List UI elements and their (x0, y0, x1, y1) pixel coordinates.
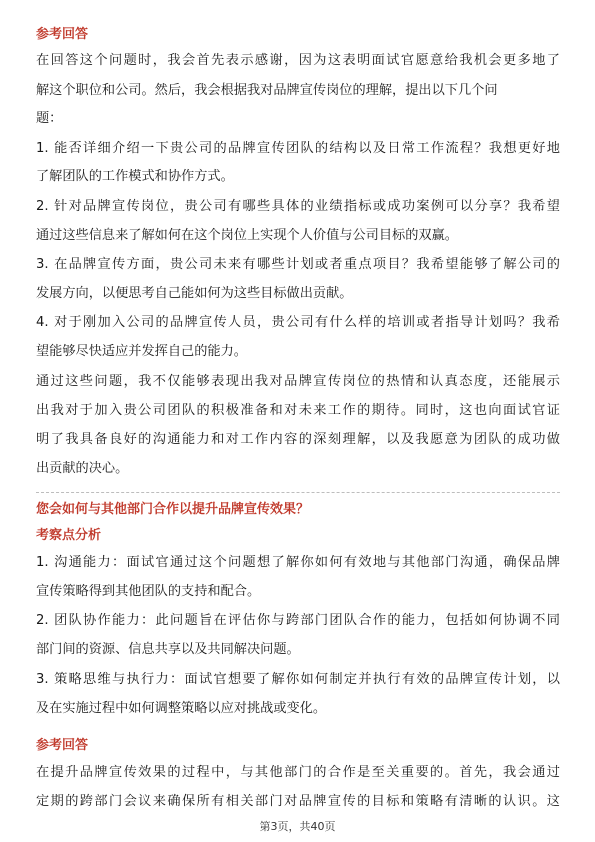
answer-line: 在提升品牌宣传效果的过程中，与其他部门的合作是至关重要的。首先，我会通过 (36, 765, 560, 780)
answer-line: 出我对于加入贵公司团队的积极准备和对未来工作的期待。同时，这也向面试官证 (36, 403, 560, 418)
reference-answer-heading: 参考回答 (36, 27, 89, 42)
answer-line: 明了我具备良好的沟通能力和对工作内容的深刻理解，以及我愿意为团队的成功做 (36, 432, 560, 447)
answer-line: 了解团队的工作模式和协作方式。 (36, 169, 234, 184)
analysis-line: 宣传策略得到其他团队的支持和配合。 (36, 584, 261, 599)
analysis-line: 部门间的资源、信息共享以及共同解决问题。 (36, 642, 300, 657)
reference-answer-heading: 参考回答 (36, 738, 89, 753)
page-indicator: 第3页，共40页 (259, 820, 336, 833)
analysis-line: 及在实施过程中如何调整策略以应对挑战或变化。 (36, 701, 327, 716)
section-divider (36, 492, 560, 493)
answer-line: 3. 在品牌宣传方面，贵公司未来有哪些计划或者重点项目？我希望能够了解公司的 (36, 257, 560, 272)
answer-line: 4. 对于刚加入公司的品牌宣传人员，贵公司有什么样的培训或者指导计划吗？我希 (36, 315, 560, 330)
answer-line: 解这个职位和公司。然后，我会根据我对品牌宣传岗位的理解，提出以下几个问 (36, 83, 498, 98)
answer-line: 在回答这个问题时，我会首先表示感谢，因为这表明面试官愿意给我机会更多地了 (36, 53, 560, 68)
answer-line: 题： (36, 111, 63, 126)
answer-line: 2. 针对品牌宣传岗位，贵公司有哪些具体的业绩指标或成功案例可以分享？我希望 (36, 199, 560, 214)
analysis-line: 2. 团队协作能力：此问题旨在评估你与跨部门团队合作的能力，包括如何协调不同 (36, 613, 560, 628)
analysis-line: 1. 沟通能力：面试官通过这个问题想了解你如何有效地与其他部门沟通，确保品牌 (36, 555, 560, 570)
answer-line: 出贡献的决心。 (36, 461, 129, 476)
answer-line: 发展方向，以便思考自己能如何为这些目标做出贡献。 (36, 286, 353, 301)
answer-line: 通过这些问题，我不仅能够表现出我对品牌宣传岗位的热情和认真态度，还能展示 (36, 374, 560, 389)
analysis-heading: 考察点分析 (36, 528, 102, 543)
answer-line: 通过这些信息来了解如何在这个岗位上实现个人价值与公司目标的双赢。 (36, 228, 458, 243)
answer-line: 1. 能否详细介绍一下贵公司的品牌宣传团队的结构以及日常工作流程？我想更好地 (36, 141, 560, 156)
answer-line: 望能够尽快适应并发挥自己的能力。 (36, 344, 247, 359)
question-heading: 您会如何与其他部门合作以提升品牌宣传效果？ (36, 502, 310, 517)
analysis-line: 3. 策略思维与执行力：面试官想要了解你如何制定并执行有效的品牌宣传计划，以 (36, 672, 560, 687)
answer-line: 定期的跨部门会议来确保所有相关部门对品牌宣传的目标和策略有清晰的认识。这 (36, 794, 560, 809)
